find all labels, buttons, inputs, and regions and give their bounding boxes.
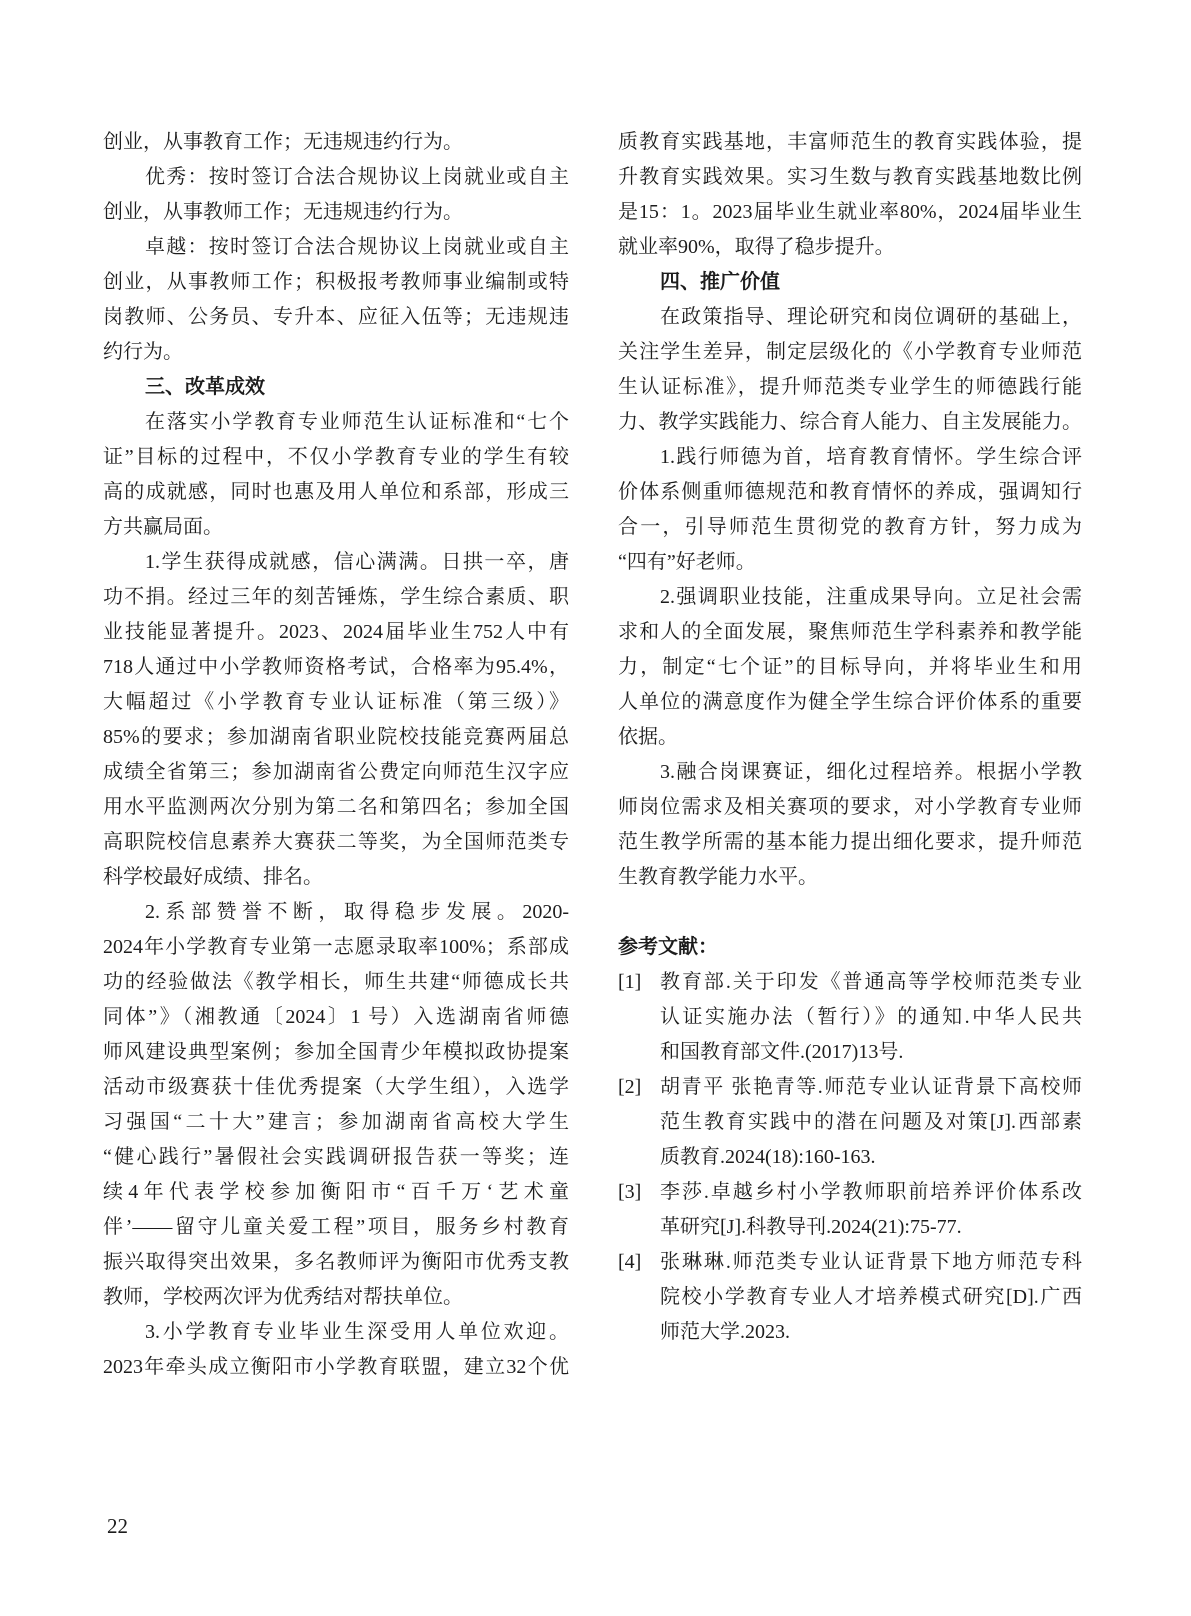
spacer [618, 895, 1082, 930]
text-line: 是15：1。2023届毕业生就业率80%，2024届毕业生 [618, 201, 1082, 223]
text-line: 续4年代表学校参加衡阳市“百千万‘艺术童 [103, 1181, 569, 1203]
text-line: 在政策指导、理论研究和岗位调研的基础上， [660, 306, 1082, 328]
text-line: 创业，从事教育工作；无违规违约行为。 [103, 131, 463, 153]
text-line: 价体系侧重师德规范和教育情怀的养成，强调知行 [618, 481, 1082, 503]
text-line: 人单位的满意度作为健全学生综合评价体系的重要 [618, 691, 1082, 713]
reference-text-line: 张琳琳.师范类专业认证背景下地方师范专科 [660, 1251, 1082, 1273]
text-line: 力，制定“七个证”的目标导向，并将毕业生和用 [618, 656, 1082, 678]
text-line: 功的经验做法《教学相长，师生共建“师德成长共 [103, 971, 569, 993]
text-line: 卓越：按时签订合法合规协议上岗就业或自主 [145, 236, 569, 258]
reference-text-line: 胡青平 张艳青等.师范专业认证背景下高校师 [660, 1076, 1082, 1098]
text-line: “四有”好老师。 [618, 551, 756, 573]
text-line: 大幅超过《小学教育专业认证标准（第三级）》 [103, 691, 569, 713]
text-line: 718人通过中小学教师资格考试，合格率为95.4%， [103, 656, 569, 678]
reference-text-line: 范生教育实践中的潜在问题及对策[J].西部素 [660, 1111, 1082, 1133]
text-line: 1.践行师德为首，培育教育情怀。学生综合评 [660, 446, 1082, 468]
text-line: 师岗位需求及相关赛项的要求，对小学教育专业师 [618, 796, 1082, 818]
section-heading: 三、改革成效 [145, 376, 265, 398]
reference-item [618, 1245, 1082, 1350]
text-line: 依据。 [618, 726, 678, 748]
text-line: 高职院校信息素养大赛获二等奖，为全国师范类专 [103, 831, 569, 853]
text-line: 求和人的全面发展，聚焦师范生学科素养和教学能 [618, 621, 1082, 643]
left-column [103, 125, 569, 1385]
reference-marker: [2] [618, 1076, 642, 1098]
text-line: 创业，从事教师工作；无违规违约行为。 [103, 201, 463, 223]
text-line: 生教育教学能力水平。 [618, 866, 818, 888]
text-line: 振兴取得突出效果，多名教师评为衡阳市优秀支教 [103, 1251, 569, 1273]
text-line: 升教育实践效果。实习生数与教育实践基地数比例 [618, 166, 1082, 188]
text-line: 在落实小学教育专业师范生认证标准和“七个 [145, 411, 569, 433]
text-line: 2024年小学教育专业第一志愿录取率100%；系部成 [103, 936, 569, 958]
text-line: 3.小学教育专业毕业生深受用人单位欢迎。 [145, 1321, 569, 1343]
reference-marker: [3] [618, 1181, 642, 1203]
section-heading: 参考文献： [618, 936, 718, 958]
text-line: 功不捐。经过三年的刻苦锤炼，学生综合素质、职 [103, 586, 569, 608]
text-line: 活动市级赛获十佳优秀提案（大学生组），入选学 [103, 1076, 569, 1098]
text-line: 创业，从事教师工作；积极报考教师事业编制或特 [103, 271, 569, 293]
reference-item [618, 1175, 1082, 1245]
text-line: 85%的要求；参加湖南省职业院校技能竞赛两届总 [103, 726, 569, 748]
reference-marker: [1] [618, 971, 642, 993]
text-line: 2023年牵头成立衡阳市小学教育联盟，建立32个优 [103, 1356, 569, 1378]
text-line: 教师，学校两次评为优秀结对帮扶单位。 [103, 1286, 463, 1308]
text-line: 2.强调职业技能，注重成果导向。立足社会需 [660, 586, 1082, 608]
text-line: 科学校最好成绩、排名。 [103, 866, 323, 888]
text-line: 2.系部赞誉不断，取得稳步发展。2020- [145, 901, 569, 923]
reference-text-line: 质教育.2024(18):160-163. [660, 1146, 876, 1168]
reference-text-line: 李莎.卓越乡村小学教师职前培养评价体系改 [660, 1181, 1082, 1203]
reference-text-line: 和国教育部文件.(2017)13号. [660, 1041, 904, 1063]
text-line: 岗教师、公务员、专升本、应征入伍等；无违规违 [103, 306, 569, 328]
text-line: 证”目标的过程中，不仅小学教育专业的学生有较 [103, 446, 569, 468]
text-line: 关注学生差异，制定层级化的《小学教育专业师范 [618, 341, 1082, 363]
text-line: 质教育实践基地，丰富师范生的教育实践体验，提 [618, 131, 1082, 153]
text-line: 力、教学实践能力、综合育人能力、自主发展能力。 [618, 411, 1082, 433]
right-column [618, 125, 1082, 1350]
text-line: 优秀：按时签订合法合规协议上岗就业或自主 [145, 166, 569, 188]
text-line: 约行为。 [103, 341, 183, 363]
reference-item [618, 965, 1082, 1070]
text-line: 生认证标准》，提升师范类专业学生的师德践行能 [618, 376, 1082, 398]
text-line: 3.融合岗课赛证，细化过程培养。根据小学教 [660, 761, 1082, 783]
text-line: 合一，引导师范生贯彻党的教育方针，努力成为 [618, 516, 1082, 538]
text-line: 成绩全省第三；参加湖南省公费定向师范生汉字应 [103, 761, 569, 783]
reference-text-line: 认证实施办法（暂行）》的通知.中华人民共 [660, 1006, 1082, 1028]
text-line: 业技能显著提升。2023、2024届毕业生752人中有 [103, 621, 569, 643]
reference-text-line: 教育部.关于印发《普通高等学校师范类专业 [660, 971, 1082, 993]
text-line: 就业率90%，取得了稳步提升。 [618, 236, 895, 258]
reference-marker: [4] [618, 1251, 642, 1273]
text-line: 1.学生获得成就感，信心满满。日拱一卒，唐 [145, 551, 569, 573]
text-line: 同体”》（湘教通〔2024〕1 号）入选湖南省师德 [103, 1006, 569, 1028]
reference-text-line: 革研究[J].科教导刊.2024(21):75-77. [660, 1216, 962, 1238]
text-line: 伴’——留守儿童关爱工程”项目，服务乡村教育 [103, 1216, 569, 1238]
text-line: 用水平监测两次分别为第二名和第四名；参加全国 [103, 796, 569, 818]
text-line: 高的成就感，同时也惠及用人单位和系部，形成三 [103, 481, 569, 503]
reference-text-line: 院校小学教育专业人才培养模式研究[D].广西 [660, 1286, 1082, 1308]
section-heading: 四、推广价值 [660, 271, 780, 293]
text-line: 范生教学所需的基本能力提出细化要求，提升师范 [618, 831, 1082, 853]
text-line: 师风建设典型案例；参加全国青少年模拟政协提案 [103, 1041, 569, 1063]
page-number: 22 [107, 1514, 128, 1538]
reference-item [618, 1070, 1082, 1175]
text-line: 方共赢局面。 [103, 516, 223, 538]
text-line: 习强国“二十大”建言；参加湖南省高校大学生 [103, 1111, 569, 1133]
text-line: “健心践行”暑假社会实践调研报告获一等奖；连 [103, 1146, 569, 1168]
reference-text-line: 师范大学.2023. [660, 1321, 790, 1343]
